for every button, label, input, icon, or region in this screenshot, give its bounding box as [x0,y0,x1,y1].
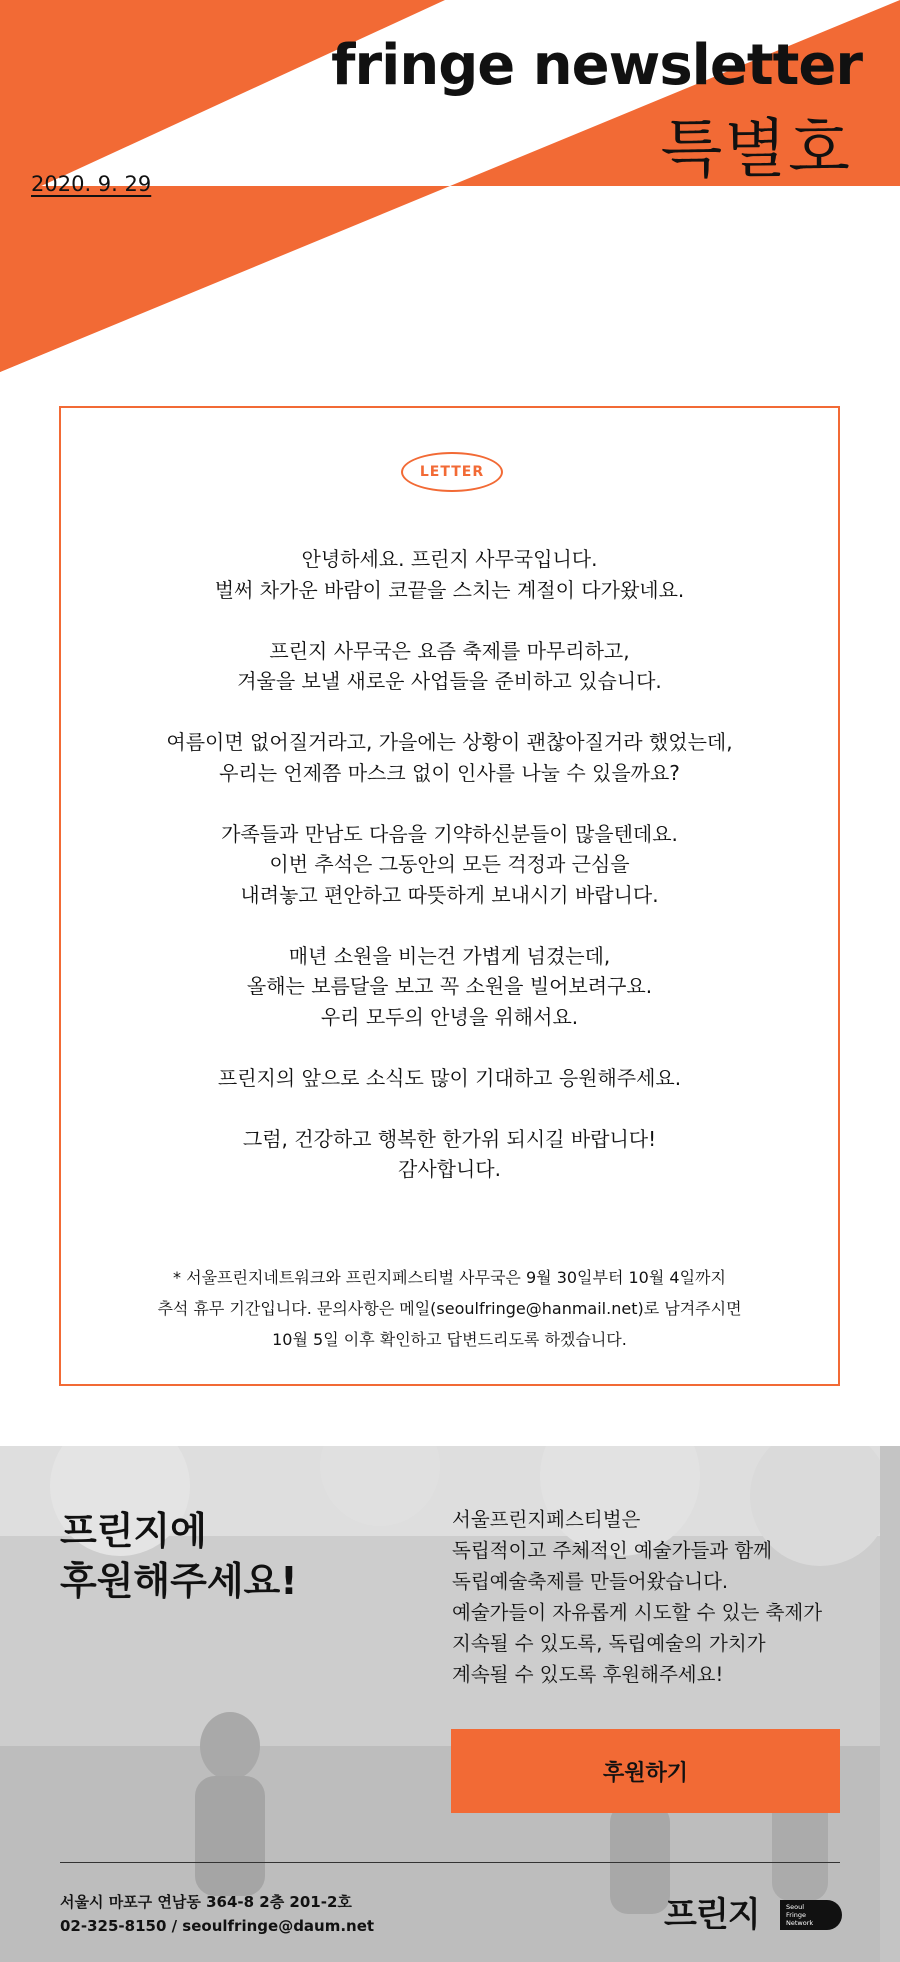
letter-paragraph [61,544,838,605]
description-line: 독립적이고 주체적인 예술가들과 함께 [452,1539,772,1562]
letter-paragraph [61,1124,838,1185]
logo-sub-line-3: Network [786,1919,814,1927]
letter-line: 이번 추석은 그동안의 모든 걱정과 근심을 [269,852,630,876]
footer-divider [60,1862,840,1863]
letter-line: 내려놓고 편안하고 따뜻하게 보내시기 바랍니다. [240,882,659,907]
description-line: 독립예술축제를 만들어왔습니다. [452,1570,729,1593]
description-line: 지속될 수 있도록, 독립예술의 가치가 [452,1632,766,1655]
letter-line: 우리는 언제쯤 마스크 없이 인사를 나눌 수 있을까요? [219,760,680,785]
description-line: 서울프린지페스티벌은 [452,1508,641,1531]
support-description [452,1504,872,1690]
issue-label: 특별호 [660,113,852,187]
letter-line: 여름이면 없어질거라고, 가을에는 상황이 괜찮아질거라 했었는데, [166,730,733,754]
letter-paragraph [61,819,838,911]
donate-button[interactable]: 후원하기 [451,1729,840,1813]
letter-body [61,544,838,1215]
letter-line: 가족들과 만남도 다음을 기약하신분들이 많을텐데요. [221,821,678,846]
letter-paragraph [61,1063,838,1094]
logo-sub-line-1: Seoul [786,1903,805,1911]
letter-line: 안녕하세요. 프린지 사무국입니다. [301,547,598,571]
footer-address: 서울시 마포구 연남동 364-8 2층 201-2호 [60,1893,352,1911]
notice-line: 10월 5일 이후 확인하고 답변드리도록 하겠습니다. [272,1330,627,1349]
letter-paragraph [61,941,838,1033]
footer-phone-email: 02-325-8150 / seoulfringe@daum.net [60,1917,375,1935]
description-line: 계속될 수 있도록 후원해주세요! [452,1663,724,1686]
support-title-line: 후원해주세요! [60,1559,298,1603]
newsletter-brand: fringe newsletter [331,33,862,98]
logo-badge-icon [780,1900,842,1930]
letter-line: 감사합니다. [398,1157,501,1181]
letter-line: 매년 소원을 비는건 가볍게 넘겼는데, [288,943,611,968]
support-title [60,1506,298,1606]
letter-line: 겨울을 보낼 새로운 사업들을 준비하고 있습니다. [237,669,662,693]
support-section [0,1446,900,1962]
notice-line: * 서울프린지네트워크와 프린지페스티벌 사무국은 9월 30일부터 10월 4일까지 [173,1268,726,1287]
letter-line: 그럼, 건강하고 행복한 한가위 되시길 바랍니다! [242,1126,657,1151]
letter-line: 우리 모두의 안녕을 위해서요. [320,1004,579,1029]
letter-line: 프린지의 앞으로 소식도 많이 기대하고 응원해주세요. [217,1065,682,1090]
fringe-logo [664,1894,842,1936]
letter-line: 올해는 보름달을 보고 꼭 소원을 빌어보려구요. [246,974,653,998]
newsletter-header [0,0,900,380]
letter-line: 프린지 사무국은 요즘 축제를 마무리하고, [269,638,630,663]
letter-line: 벌써 차가운 바람이 코끝을 스치는 계절이 다가왔네요. [214,577,685,602]
notice-line: 추석 휴무 기간입니다. 문의사항은 메일(seoulfringe@hanmail.net)로 남겨주시면 [157,1299,742,1318]
letter-paragraph [61,636,838,697]
description-line: 예술가들이 자유롭게 시도할 수 있는 축제가 [452,1601,823,1624]
issue-date: 2020. 9. 29 [31,172,152,196]
letter-paragraph [61,727,838,788]
letter-box [59,406,840,1386]
logo-wordmark: 프린지 [664,1895,760,1935]
footer-contact [60,1890,374,1938]
support-title-line: 프린지에 [60,1509,207,1553]
holiday-notice [61,1262,838,1355]
logo-sub-line-2: Fringe [786,1911,806,1919]
letter-badge: LETTER [401,452,503,492]
